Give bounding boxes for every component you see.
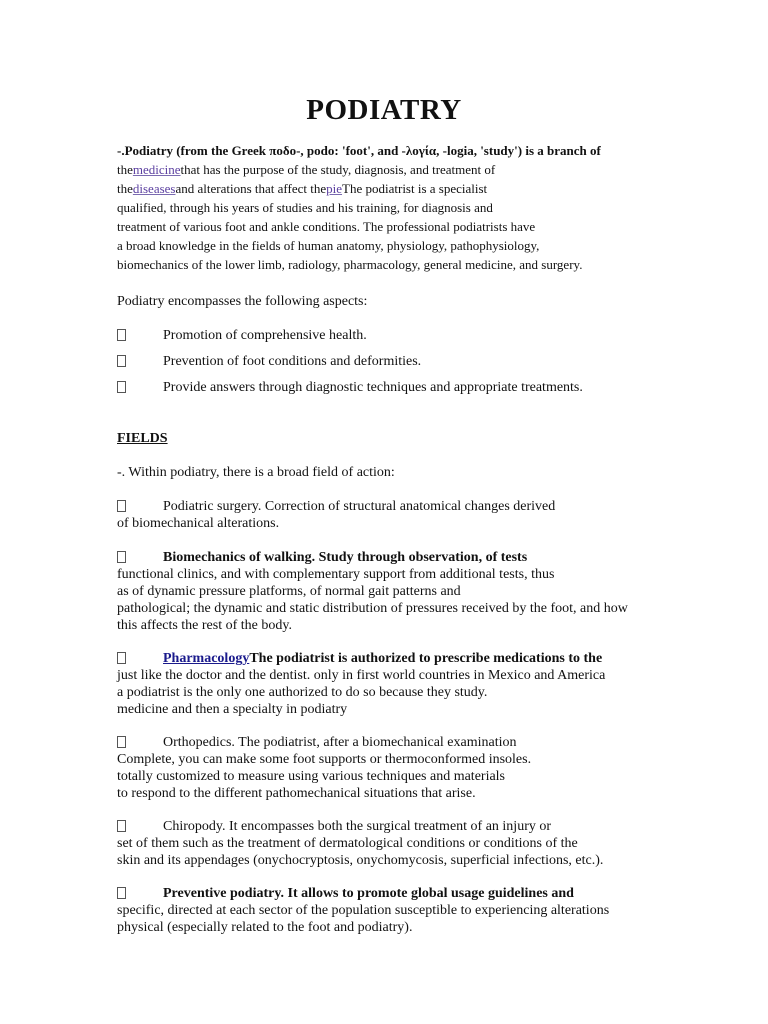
intro-line-4: qualified, through his years of studies and his training, for diagnosis and: [117, 200, 493, 215]
chiro-line-2: set of them such as the treatment of dermatological conditions or conditions of the: [117, 836, 578, 851]
bullet-icon: [117, 652, 126, 667]
preventive-line-2: specific, directed at each sector of the population susceptible to experiencing alterations: [117, 903, 610, 918]
intro-text: the: [117, 181, 133, 196]
chiro-line-1: Chiropody. It encompasses both the surgical treatment of an injury or: [163, 819, 552, 834]
pie-link[interactable]: pie: [326, 181, 343, 196]
bullet-icon: [117, 551, 126, 566]
bullet-icon: [117, 820, 126, 835]
pharma-text: The podiatrist is authorized to prescribe medications to the: [249, 651, 603, 666]
pharmacology-link[interactable]: Pharmacology: [163, 651, 250, 666]
intro-line-3: [117, 180, 487, 197]
bullet-icon: [117, 355, 126, 370]
medicine-link[interactable]: medicine: [132, 162, 181, 177]
pharma-line-4: medicine and then a specialty in podiatry: [117, 702, 348, 717]
biomech-line-1: Biomechanics of walking. Study through observation, of tests: [163, 550, 528, 565]
bullet-icon: [117, 736, 126, 751]
ortho-line-2: Complete, you can make some foot supports or thermoconformed insoles.: [117, 752, 532, 767]
pharma-line-3: a podiatrist is the only one authorized to do so because they study.: [117, 685, 488, 700]
ortho-line-1: Orthopedics. The podiatrist, after a biomechanical examination: [163, 735, 517, 750]
aspects-heading: Podiatry encompasses the following aspects:: [117, 294, 368, 309]
aspect-item: Promotion of comprehensive health.: [163, 328, 367, 343]
diseases-link[interactable]: diseases: [132, 181, 176, 196]
bullet-icon: [117, 500, 126, 515]
pharma-line-1: [163, 650, 602, 667]
chiro-line-3: skin and its appendages (onychocryptosis, onychomycosis, superficial infections, etc.).: [117, 853, 604, 868]
preventive-line-3: physical (especially related to the foot and podiatry).: [117, 920, 413, 935]
intro-line-1: -.Podiatry (from the Greek ποδο-, podo: 'foot', and -λογία, -logia, 'study') is a branch of: [117, 143, 601, 158]
ortho-line-3: totally customized to measure using various techniques and materials: [117, 769, 506, 784]
aspect-item: Prevention of foot conditions and deformities.: [163, 354, 422, 369]
intro-text: The podiatrist is a specialist: [342, 181, 488, 196]
intro-text: that has the purpose of the study, diagnosis, and treatment of: [180, 162, 496, 177]
pharma-line-2: just like the doctor and the dentist. only in first world countries in Mexico and America: [117, 668, 606, 683]
surgery-line-1: Podiatric surgery. Correction of structural anatomical changes derived: [163, 499, 556, 514]
biomech-line-5: this affects the rest of the body.: [117, 618, 292, 633]
biomech-line-3: as of dynamic pressure platforms, of normal gait patterns and: [117, 584, 461, 599]
fields-lead: -. Within podiatry, there is a broad field of action:: [117, 465, 395, 480]
intro-line-2: [117, 161, 495, 178]
preventive-line-1: Preventive podiatry. It allows to promote global usage guidelines and: [163, 886, 574, 901]
ortho-line-4: to respond to the different pathomechanical situations that arise.: [117, 786, 476, 801]
intro-line-5: treatment of various foot and ankle conditions. The professional podiatrists have: [117, 219, 536, 234]
bullet-icon: [117, 887, 126, 902]
biomech-line-4: pathological; the dynamic and static distribution of pressures received by the foot, and how: [117, 601, 628, 616]
biomech-line-2: functional clinics, and with complementary support from additional tests, thus: [117, 567, 555, 582]
surgery-line-2: of biomechanical alterations.: [117, 516, 280, 531]
aspect-item: Provide answers through diagnostic techniques and appropriate treatments.: [163, 380, 583, 395]
intro-line-6: a broad knowledge in the fields of human anatomy, physiology, pathophysiology,: [117, 238, 540, 253]
bullet-icon: [117, 329, 126, 344]
page-title: PODIATRY: [306, 94, 462, 126]
fields-heading: FIELDS: [117, 431, 168, 446]
bullet-icon: [117, 381, 126, 396]
intro-text: the: [117, 162, 133, 177]
intro-text: and alterations that affect the: [175, 181, 327, 196]
intro-line-7: biomechanics of the lower limb, radiology, pharmacology, general medicine, and surgery.: [117, 257, 583, 272]
